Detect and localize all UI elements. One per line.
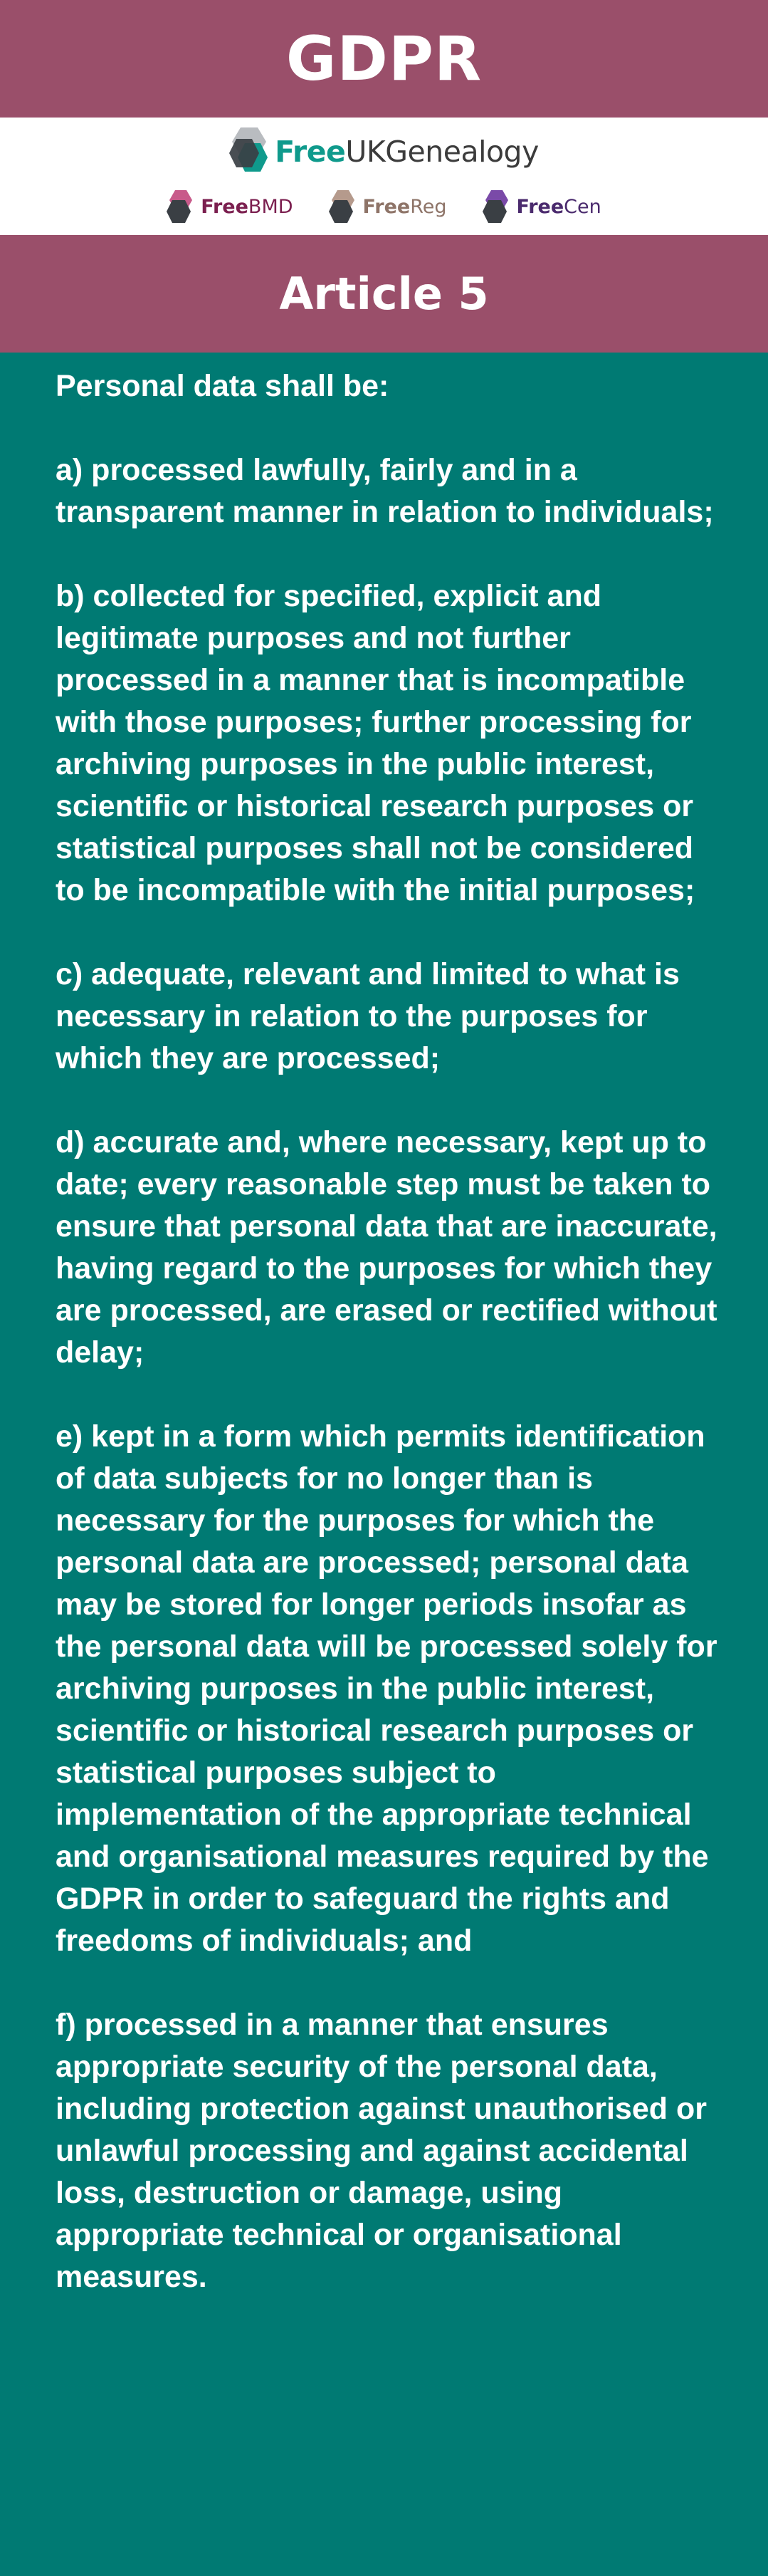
- logo-band: [0, 118, 768, 235]
- clause-b: b) collected for specified, explicit and legitimate purposes and not further processed in a manner that is incompatible with those purposes; further processing for archiving purposes in the public interest, scientific or historical research purposes or statistical purposes shall not be considered to be incompatible with the initial purposes;: [56, 579, 695, 907]
- article-intro: Personal data shall be:: [56, 369, 389, 403]
- freebmd-free: Free: [201, 195, 248, 218]
- header-banner: [0, 0, 768, 118]
- freebmd-rest: BMD: [248, 195, 293, 218]
- page-title: GDPR: [285, 23, 483, 95]
- brand-free: Free: [275, 135, 346, 169]
- freebmd-logo: [167, 189, 293, 224]
- freereg-logo: [329, 189, 447, 224]
- article-body: [0, 353, 768, 2298]
- clause-a: a) processed lawfully, fairly and in a transparent manner in relation to individuals;: [56, 453, 714, 529]
- freecen-free: Free: [516, 195, 564, 218]
- sub-logos: [0, 189, 768, 224]
- clause-e: e) kept in a form which permits identification of data subjects for no longer than is necessary for the purposes for which the personal data are processed; personal data may be stored for longer periods insofar as the personal data will be processed solely for archiving purposes in the public interest, scientific or historical research purposes or statistical purposes subject to implementation of the appropriate technical and organisational measures required by the GDPR in order to safeguard the rights and freedoms of individuals; and: [56, 1419, 717, 1958]
- brand-rest: UKGenealogy: [345, 135, 539, 169]
- freecen-rest: Cen: [564, 195, 601, 218]
- freereg-free: Free: [362, 195, 411, 218]
- brand-name: [275, 135, 539, 169]
- clause-c: c) adequate, relevant and limited to what is necessary in relation to the purposes for which they are processed;: [56, 957, 680, 1075]
- hexagon-logo-icon: [229, 126, 269, 177]
- clause-d: d) accurate and, where necessary, kept up to date; every reasonable step must be taken to ensure that personal data that are inaccurate, having regard to the purposes for which they are processed, are erased or rectified without delay;: [56, 1125, 717, 1370]
- freecen-hexagon-icon: [483, 189, 511, 224]
- article-banner: [0, 235, 768, 353]
- article-title: Article 5: [279, 268, 489, 320]
- freeukgenealogy-logo: [0, 126, 768, 177]
- freebmd-hexagon-icon: [167, 189, 195, 224]
- clause-f: f) processed in a manner that ensures appropriate security of the personal data, including protection against unauthorised or unlawful processing and against accidental loss, destruction or damage, using appropriate technical or organisational measures.: [56, 2008, 707, 2294]
- freereg-rest: Reg: [410, 195, 447, 218]
- freereg-hexagon-icon: [329, 189, 357, 224]
- freecen-logo: [483, 189, 601, 224]
